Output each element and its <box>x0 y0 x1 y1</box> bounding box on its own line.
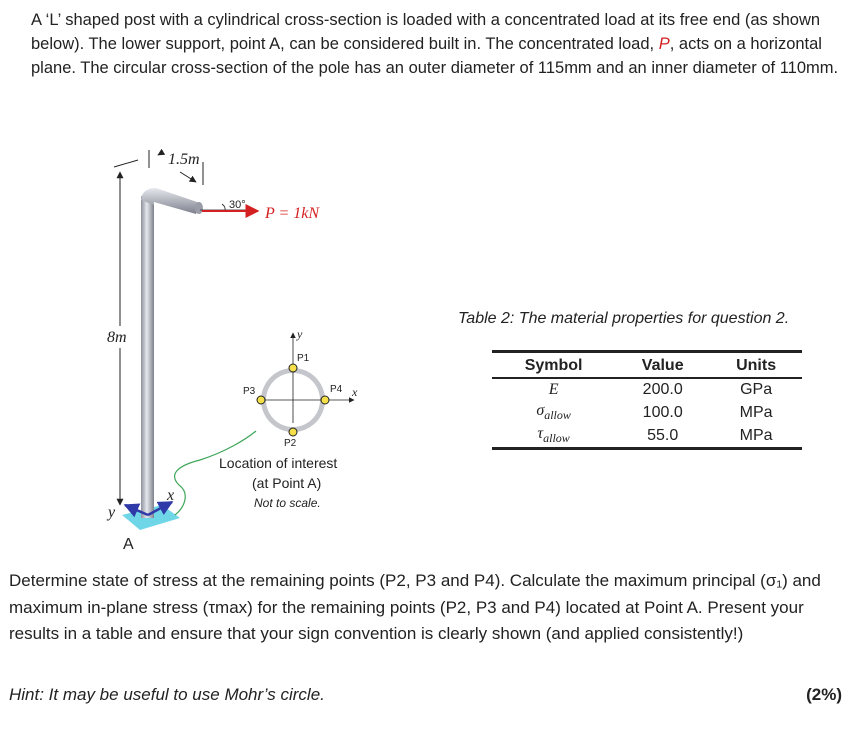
value-cell: 55.0 <box>615 424 710 449</box>
scale-note: Not to scale. <box>254 496 321 510</box>
section-y-label: y <box>297 327 303 341</box>
load-symbol: P <box>658 35 670 54</box>
location-label-2: (at Point A) <box>252 475 322 491</box>
header-symbol: Symbol <box>492 352 615 379</box>
base-y-label: y <box>108 504 116 521</box>
unit-cell: MPa <box>739 403 773 421</box>
point-p3 <box>257 396 265 404</box>
symbol-cell: $\sigma_{allow}$ <box>536 402 571 423</box>
table-row <box>492 424 802 449</box>
header-units: Units <box>710 352 802 379</box>
table-caption: Table 2: The material properties for question 2. <box>458 310 790 327</box>
table-row <box>492 401 802 424</box>
arm-length-label: 1.5m <box>168 151 200 168</box>
symbol-cell: E <box>548 381 559 398</box>
point-p1 <box>289 364 297 372</box>
marks-label: (2%) <box>806 685 842 704</box>
base-x-label: x <box>167 487 175 504</box>
header-value: Value <box>615 352 710 379</box>
problem-intro: A ‘L’ shaped post with a cylindrical cross-section is loaded with a concentrated load at its free end (as shown below). The lower support, point A, can be considered built in. The concentrated load, P, acts on a horizontal plane. The circular cross-section of the pole has an outer diameter of 115mm and an inner diameter of 110mm. <box>31 11 839 78</box>
vertical-pole <box>141 196 154 518</box>
value-cell: 100.0 <box>642 403 683 421</box>
angle-label: 30° <box>229 199 246 211</box>
section-x-label: x <box>352 385 358 399</box>
point-a-label: A <box>123 536 134 553</box>
p2-label: P2 <box>284 438 297 449</box>
symbol-cell: $\tau_{allow}$ <box>492 424 615 449</box>
p3-label: P3 <box>243 386 256 397</box>
height-label: 8m <box>107 329 127 346</box>
unit-cell: GPa <box>740 381 773 398</box>
location-label-1: Location of interest <box>219 455 338 471</box>
value-cell: 200.0 <box>642 381 683 398</box>
table-row <box>492 378 802 401</box>
hint-text: Hint: It may be useful to use Mohr’s circle. <box>9 685 325 704</box>
material-properties-table <box>492 350 802 450</box>
question-text: Determine state of stress at the remaining points (P2, P3 and P4). Calculate the maximum principal (σ₁) and maximum in-plane stress (τmax) for the remaining points (P2, P3 and P4) located at Point A. Present your results in a table and ensure that your sign convention is clearly shown (and applied consistently!) <box>9 571 821 643</box>
p1-label: P1 <box>297 353 310 364</box>
interest-connector <box>175 431 256 515</box>
unit-cell: MPa <box>710 424 802 449</box>
load-label: P = 1kN <box>265 205 320 222</box>
point-p2 <box>289 428 297 436</box>
p4-label: P4 <box>330 384 343 395</box>
point-p4 <box>321 396 329 404</box>
arm-end <box>195 202 203 214</box>
